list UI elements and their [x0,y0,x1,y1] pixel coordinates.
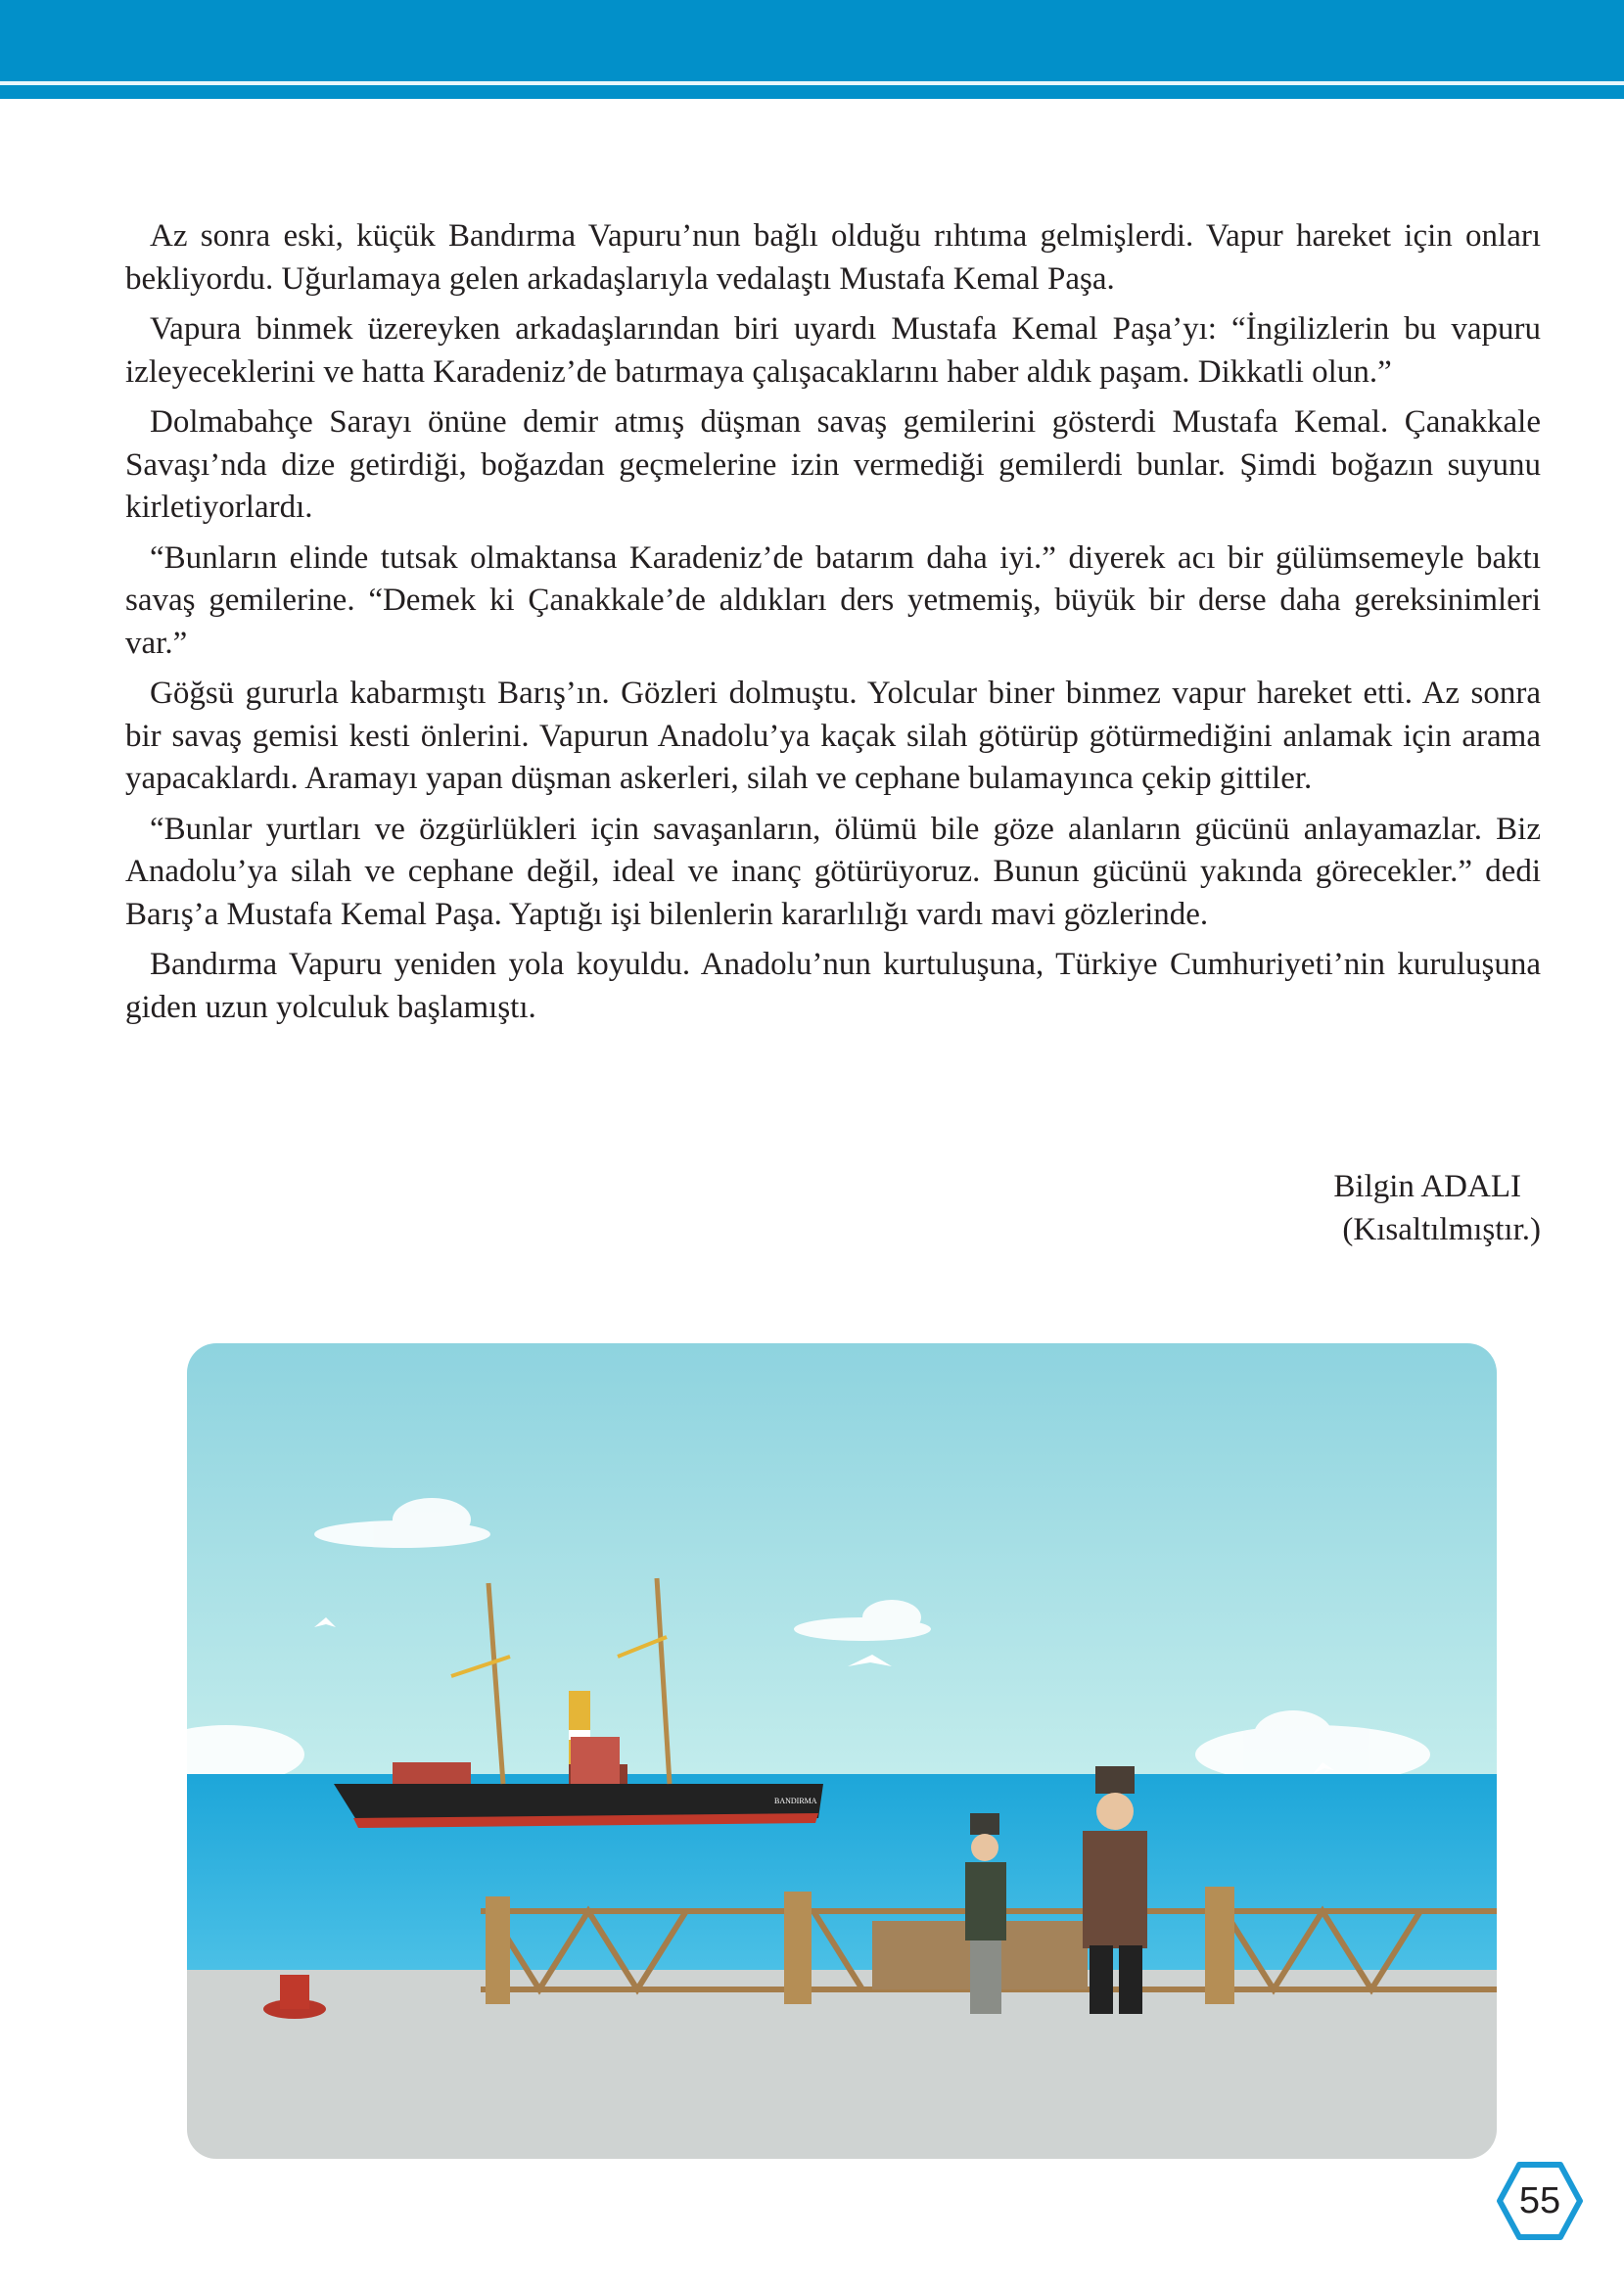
page-number: 55 [1518,2180,1561,2221]
paragraph: “Bunların elinde tutsak olmaktansa Karadeniz’de batarım daha iyi.” diyerek acı bir gülümsemeyle baktı savaş gemilerine. “Demek ki Çanakkale’de aldıkları ders yetmemiş, büyük bir derse daha gereksinimleri var.” [125,539,1541,661]
page-number-badge [1496,2157,1584,2245]
paragraph: Az sonra eski, küçük Bandırma Vapuru’nun bağlı olduğu rıhtıma gelmişlerdi. Vapur hareket için onları bekliyordu. Uğurlamaya gelen arkadaşlarıyla vedalaştı Mustafa Kemal Paşa. [125,218,1541,297]
paragraph: “Bunlar yurtları ve özgürlükleri için savaşanların, ölümü bile göze alanların gücünü anlayamazlar. Biz Anadolu’ya silah ve cephane değil, ideal ve inanç götürüyoruz. Bunun gücünü yakında görecekler.” dedi Barış’a Mustafa Kemal Paşa. Yaptığı işi bilenlerin kararlılığı vardı mavi gözlerinde. [125,811,1541,932]
attribution [1333,1165,1541,1251]
paragraph: Göğsü gururla kabarmıştı Barış’ın. Gözleri dolmuştu. Yolcular biner binmez vapur hareket etti. Az sonra bir savaş gemisi kesti önlerini. Vapurun Anadolu’ya kaçak silah götürüp götürmediğini anlamak için arama yapacaklardı. Aramayı yapan düşman askerleri, silah ve cephane bulamayınca çekip gittiler. [125,676,1541,796]
abridged-note: (Kısaltılmıştır.) [1342,1212,1541,1247]
illustration-bandirma-ship [187,1343,1497,2159]
header-stripe [0,81,1624,85]
pier-ground [187,1970,1497,2159]
ship-name-label: BANDIRMA [774,1797,817,1805]
story-text [125,215,1541,1037]
paragraph: Vapura binmek üzereyken arkadaşlarından biri uyardı Mustafa Kemal Paşa’yı: “İngilizlerin bu vapuru izleyeceklerini ve hatta Karadeniz’de batırmaya çalışacaklarını haber aldık paşam. Dikkatli olun.” [125,311,1541,390]
author-name: Bilgin ADALI [1333,1169,1521,1204]
sky [187,1343,1497,1774]
paragraph: Dolmabahçe Sarayı önüne demir atmış düşman savaş gemilerini gösterdi Mustafa Kemal. Çanakkale Savaşı’nda dize getirdiği, boğazdan geçmelerine izin vermediği gemilerdi bunlar. Şimdi boğazın suyunu kirletiyorlardı. [125,404,1541,525]
paragraph: Bandırma Vapuru yeniden yola koyuldu. Anadolu’nun kurtuluşuna, Türkiye Cumhuriyeti’nin kuruluşuna giden uzun yolculuk başlamıştı. [125,947,1541,1025]
